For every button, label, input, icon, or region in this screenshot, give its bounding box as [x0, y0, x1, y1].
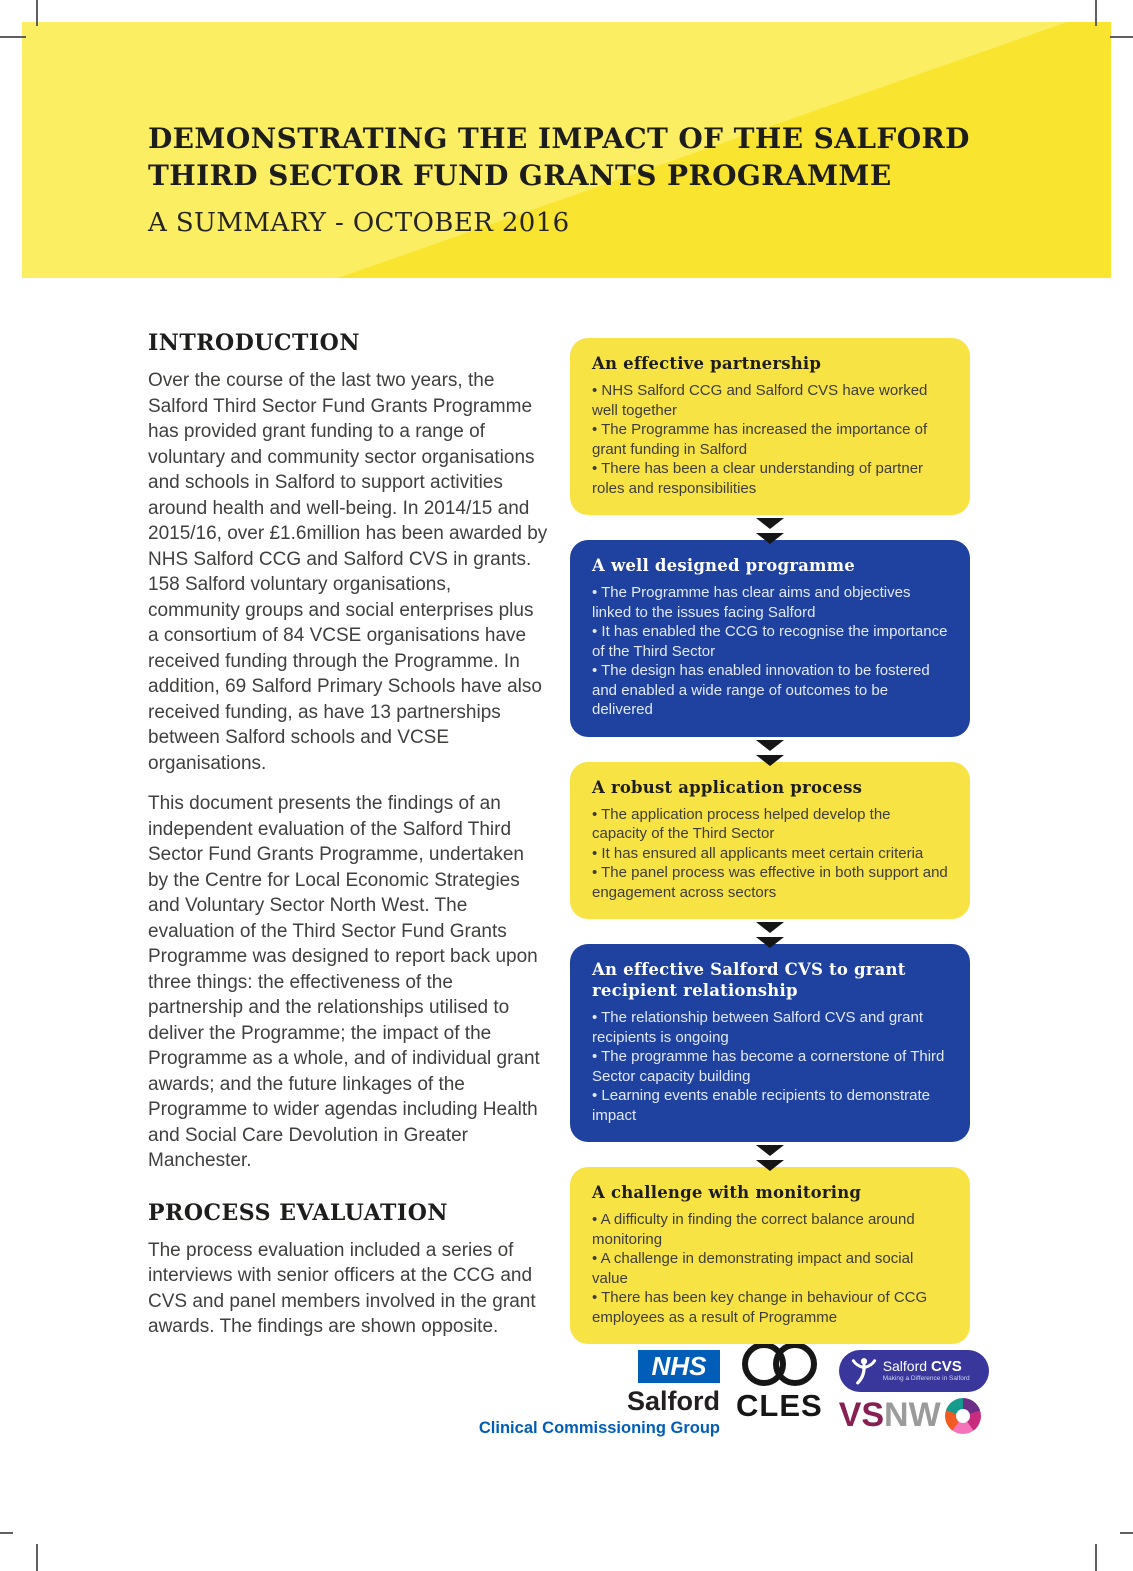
nhs-org-name: Salford: [626, 1386, 720, 1416]
crop-mark-bottom-left-vertical: [36, 1544, 38, 1571]
chevron-down-icon: [756, 1145, 784, 1156]
cles-logo: [736, 1342, 823, 1424]
process-evaluation-paragraph: The process evaluation included a series of interviews with senior officers at the CCG and CVS and panel members involved in the grant awards. The findings are shown opposite.: [148, 1239, 536, 1337]
vsnw-vs: VS: [838, 1396, 885, 1434]
flow-box-title: An effective Salford CVS to grant recipient relationship: [592, 960, 906, 1000]
flow-box-bullet: • The Programme has increased the importance of grant funding in Salford: [592, 421, 928, 458]
flow-arrow-connector: [570, 919, 970, 952]
flow-box-bullet: • Learning events enable recipients to demonstrate impact: [592, 1087, 930, 1124]
introduction-paragraph-1: Over the course of the last two years, the Salford Third Sector Fund Grants Programme has provided grant funding to a range of voluntary and community sector organisations and schools in Salford to support activities around health and well-being. In 2014/15 and 2015/16, over £1.6million has been awarded by NHS Salford CCG and Salford CVS in grants. 158 Salford voluntary organisations, community groups and social enterprises plus a consortium of 84 VCSE organisations have received funding through the Programme. In addition, 69 Salford Primary Schools have also received funding, as have 13 partnerships between Salford schools and VCSE organisations.: [148, 370, 548, 774]
salford-cvs-tagline: Making a Difference in Salford: [882, 1375, 970, 1383]
chevron-down-icon: [756, 1160, 784, 1171]
flow-box-bullet: • There has been a clear understanding of partner roles and responsibilities: [592, 460, 924, 497]
flow-box-well-designed-programme: [570, 540, 970, 737]
chevron-down-icon: [756, 518, 784, 529]
chevron-down-icon: [756, 755, 784, 766]
salford-cvs-logo: [839, 1350, 989, 1392]
salford-cvs-name-regular: Salford: [882, 1358, 931, 1375]
chevron-down-icon: [756, 740, 784, 751]
vsnw-aperture-icon: [945, 1398, 981, 1434]
vsnw-wordmark: [839, 1396, 941, 1435]
crop-mark-bottom-left-horizontal: [0, 1532, 13, 1534]
vsnw-nw: NW: [884, 1396, 941, 1434]
introduction-paragraph-2: This document presents the findings of an independent evaluation of the Salford Third Sector Fund Grants Programme, undertaken by the Centre for Local Economic Strategies and Voluntary Sector North West. The evaluation of the Third Sector Fund Grants Programme was designed to report back upon three things: the effectiveness of the partnership and the relationships utilised to deliver the Programme; the impact of the Programme as a whole, and of individual grant awards; and the future linkages of the Programme to wider agendas including Health and Social Care Devolution in Greater Manchester.: [148, 793, 540, 1171]
flow-box-bullet: • A challenge in demonstrating impact and social value: [592, 1250, 914, 1287]
left-text-column: [148, 330, 548, 1355]
cles-ring-right: [773, 1342, 817, 1386]
crop-mark-top-left-horizontal: [0, 36, 26, 38]
salford-cvs-name: [883, 1359, 970, 1374]
flow-box-challenge-with-monitoring: [570, 1167, 970, 1344]
vsnw-logo: [839, 1396, 981, 1435]
crop-mark-bottom-right-vertical: [1095, 1544, 1097, 1571]
nhs-logo-mark: NHS: [638, 1350, 720, 1383]
crop-mark-top-right-vertical: [1095, 0, 1097, 26]
flow-box-bullet: • The application process helped develop the capacity of the Third Sector: [592, 805, 891, 842]
crop-mark-top-left-vertical: [36, 0, 38, 26]
flow-arrow-connector: [570, 515, 970, 548]
flow-box-bullet: • The Programme has clear aims and objectives linked to the issues facing Salford: [592, 584, 911, 621]
flow-box-bullet: • The relationship between Salford CVS and grant recipients is ongoing: [592, 1009, 924, 1046]
chevron-down-icon: [756, 937, 784, 948]
introduction-heading: INTRODUCTION: [148, 330, 360, 356]
flow-box-robust-application-process: [570, 762, 970, 920]
flow-box-bullet: • There has been key change in behaviour of CCG employees as a result of Programme: [592, 1289, 928, 1326]
flow-box-bullet: • The panel process was effective in both support and engagement across sectors: [592, 864, 948, 901]
cles-rings-icon: [742, 1342, 817, 1386]
page-title-line1: DEMONSTRATING THE IMPACT OF THE SALFORD: [148, 122, 970, 155]
salford-cvs-name-bold: CVS: [930, 1358, 962, 1376]
banner-text-block: [148, 120, 970, 238]
flow-box-bullet: • The design has enabled innovation to be fostered and enabled a wide range of outcomes to be delivered: [592, 662, 930, 718]
flow-box-title: An effective partnership: [592, 354, 822, 373]
crop-mark-bottom-right-horizontal: [1120, 1532, 1133, 1534]
nhs-suborg-name: Clinical Commissioning Group: [478, 1419, 720, 1437]
flow-box-bullet: • NHS Salford CCG and Salford CVS have worked well together: [592, 382, 928, 419]
flow-box-bullet: • The programme has become a cornerstone of Third Sector capacity building: [592, 1048, 945, 1085]
cles-wordmark: CLES: [736, 1388, 823, 1423]
flow-box-effective-partnership: [570, 338, 970, 515]
cvs-vsnw-logo-stack: [839, 1342, 989, 1435]
chevron-down-icon: [756, 922, 784, 933]
flow-box-cvs-grant-recipient-relationship: [570, 944, 970, 1142]
flow-box-bullet: • It has ensured all applicants meet certain criteria: [592, 844, 924, 862]
partner-logos-row: [478, 1342, 988, 1438]
crop-mark-top-right-horizontal: [1110, 36, 1133, 38]
flow-box-bullet: • A difficulty in finding the correct balance around monitoring: [592, 1211, 915, 1248]
chevron-down-icon: [756, 533, 784, 544]
flow-box-bullet: • It has enabled the CCG to recognise the importance of the Third Sector: [592, 623, 948, 660]
process-evaluation-heading: PROCESS EVALUATION: [148, 1199, 448, 1226]
person-raised-arms-icon: [849, 1356, 879, 1386]
flow-box-title: A robust application process: [592, 777, 863, 797]
header-banner: [22, 22, 1111, 278]
flow-box-title: A challenge with monitoring: [592, 1183, 862, 1202]
nhs-salford-ccg-logo: [478, 1342, 720, 1438]
findings-flow-column: [570, 338, 970, 1344]
flow-arrow-connector: [570, 1142, 970, 1175]
page-subtitle: A SUMMARY - OCTOBER 2016: [148, 208, 570, 238]
flow-box-title: A well designed programme: [592, 556, 856, 575]
salford-cvs-wordmark: [883, 1359, 970, 1383]
page-title-line2: THIRD SECTOR FUND GRANTS PROGRAMME: [148, 159, 892, 192]
flow-arrow-connector: [570, 737, 970, 770]
